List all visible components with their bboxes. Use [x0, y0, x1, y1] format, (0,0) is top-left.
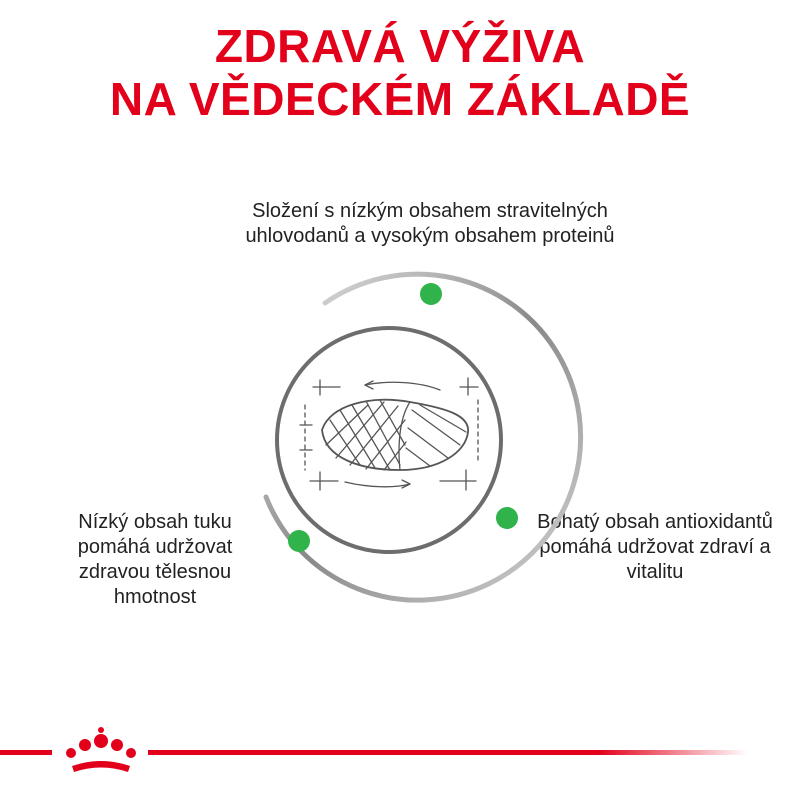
crown-logo-icon: [66, 727, 136, 772]
footer-line-right: [148, 750, 748, 755]
headline-line-1: ZDRAVÁ VÝŽIVA: [214, 20, 586, 72]
footer-line-left: [0, 750, 52, 755]
headline-line-2: NA VĚDECKÉM ZÁKLADĚ: [109, 73, 691, 125]
benefit-right-text: Bohatý obsah antioxidantů pomáhá udržovat zdraví a vitalitu: [537, 511, 773, 583]
benefit-top-text: Složení s nízkým obsahem stravitelných uhlovodanů a vysokým obsahem proteinů: [245, 200, 615, 247]
benefit-left-text: Nízký obsah tuku pomáhá udržovat zdravou tělesnou hmotnost: [77, 511, 233, 608]
